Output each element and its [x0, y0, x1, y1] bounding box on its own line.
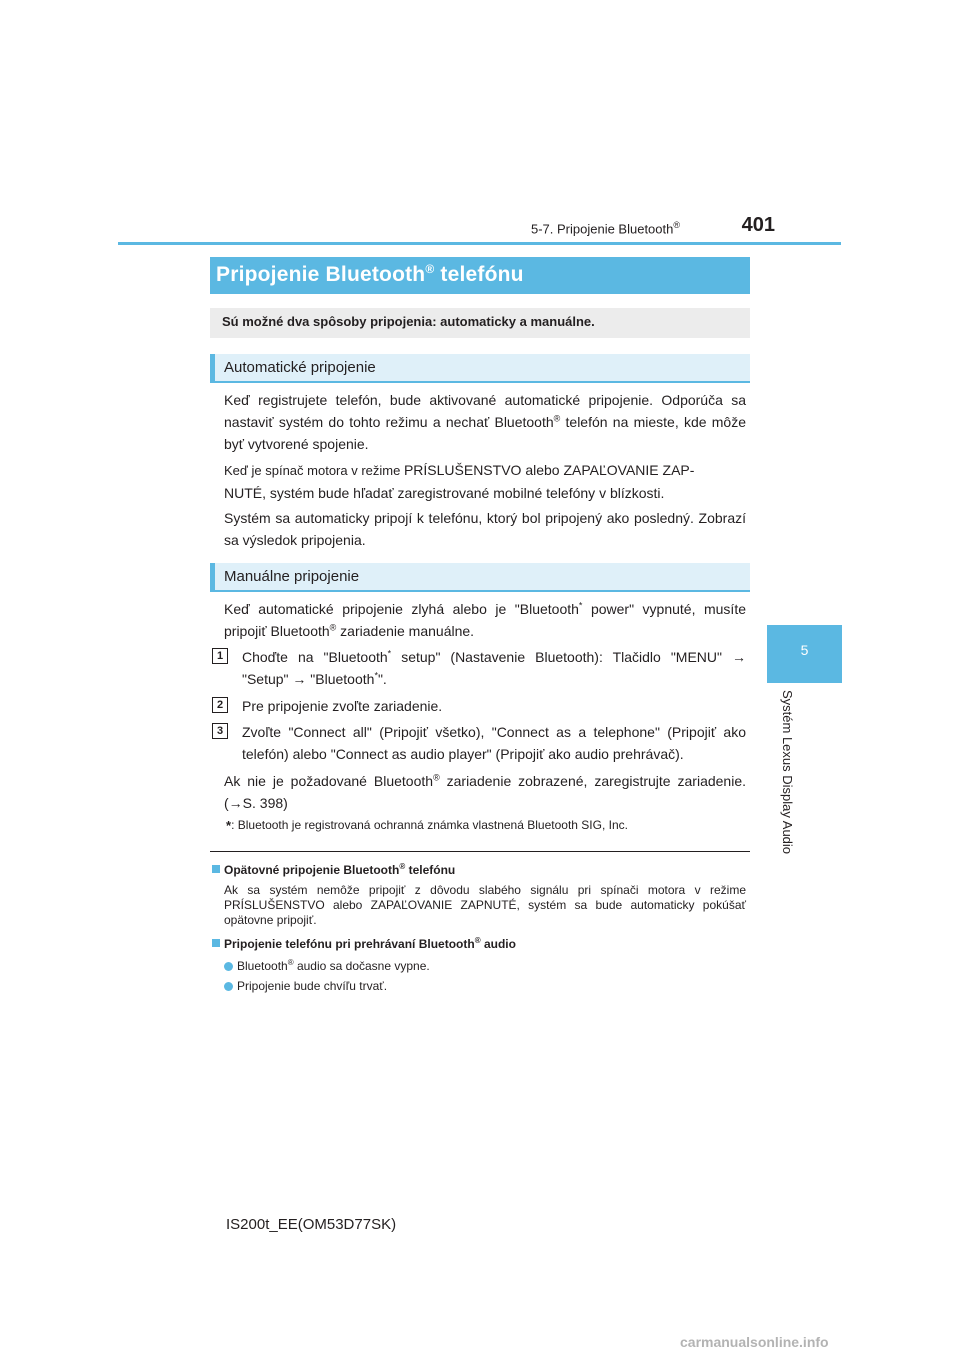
bullet-audio-off: Bluetooth® audio sa dočasne vypne.	[224, 958, 430, 973]
watermark: carmanualsonline.info	[680, 1334, 829, 1350]
square-bullet-icon	[212, 865, 220, 873]
step-text: Pre pripojenie zvoľte zariadenie.	[242, 698, 443, 714]
round-bullet-icon	[224, 982, 233, 991]
step-number-badge: 2	[212, 697, 228, 713]
trademark-footnote: *: Bluetooth je registrovaná ochranná známka vlastnená Bluetooth SIG, Inc.	[226, 818, 628, 833]
section-title: Pripojenie Bluetooth® telefónu	[210, 257, 750, 294]
square-bullet-icon	[212, 939, 220, 947]
note-reconnect-heading: Opätovné pripojenie Bluetooth® telefónu	[212, 862, 455, 877]
manual-paragraph-2: Ak nie je požadované Bluetooth® zariadenie zobrazené, zaregistrujte zariadenie. (→S. 398)	[224, 772, 746, 811]
round-bullet-icon	[224, 962, 233, 971]
note-audio-heading: Pripojenie telefónu pri prehrávaní Bluetooth® audio	[212, 936, 516, 951]
auto-paragraph-1: Keď registrujete telefón, bude aktivované automatické pripojenie. Odporúča sa nastaviť systém do tohto režimu a nechať Bluetooth® telefón na mieste, kde môže byť vytvorené spojenie.	[224, 392, 746, 452]
auto-connection-heading: Automatické pripojenie	[210, 354, 750, 383]
step-text: Zvoľte "Connect all" (Pripojiť všetko), "Connect as a telephone" (Pripojiť ako telefón) alebo "Connect as audio player" (Pripojiť ako audio prehrávač).	[242, 724, 746, 762]
bullet-connection-time: Pripojenie bude chvíľu trvať.	[224, 979, 387, 993]
notes-divider	[210, 851, 750, 852]
chapter-label: Systém Lexus Display Audio	[780, 690, 795, 855]
manual-paragraph-1: Keď automatické pripojenie zlyhá alebo je "Bluetooth* power" vypnuté, musíte pripojiť Bluetooth® zariadenie manuálne.	[224, 600, 746, 639]
auto-paragraph-2: Keď je spínač motora v režime PRÍSLUŠENSTVO alebo ZAPAĽOVANIE ZAP- NUTÉ, systém bude hľadať zaregistrované mobilné telefóny v blízkosti.	[224, 462, 695, 501]
step-number-badge: 1	[212, 648, 228, 664]
chapter-number: 5	[800, 642, 809, 658]
note-reconnect-body: Ak sa systém nemôže pripojiť z dôvodu slabého signálu pri spínači motora v režime PRÍSLUŠENSTVO alebo ZAPAĽOVANIE ZAPNUTÉ, systém sa bude automaticky pokúšať opätovne pripojiť.	[224, 883, 746, 927]
header-rule	[118, 242, 841, 245]
manual-connection-heading: Manuálne pripojenie	[210, 563, 750, 592]
chapter-tab	[767, 625, 842, 683]
document-code: IS200t_EE(OM53D77SK)	[226, 1216, 397, 1233]
step-number-badge: 3	[212, 723, 228, 739]
auto-paragraph-3: Systém sa automaticky pripojí k telefónu, ktorý bol pripojený ako posledný. Zobrazí sa výsledok pripojenia.	[224, 510, 746, 548]
page-number: 401	[741, 214, 775, 236]
chapter-label-wrap	[780, 690, 810, 875]
running-header-title: 5-7. Pripojenie Bluetooth®	[530, 220, 680, 237]
step-text: Choďte na "Bluetooth* setup" (Nastavenie Bluetooth): Tlačidlo "MENU" → "Setup" → "Bluetooth*".	[242, 648, 746, 687]
intro-box: Sú možné dva spôsoby pripojenia: automaticky a manuálne.	[210, 308, 750, 338]
